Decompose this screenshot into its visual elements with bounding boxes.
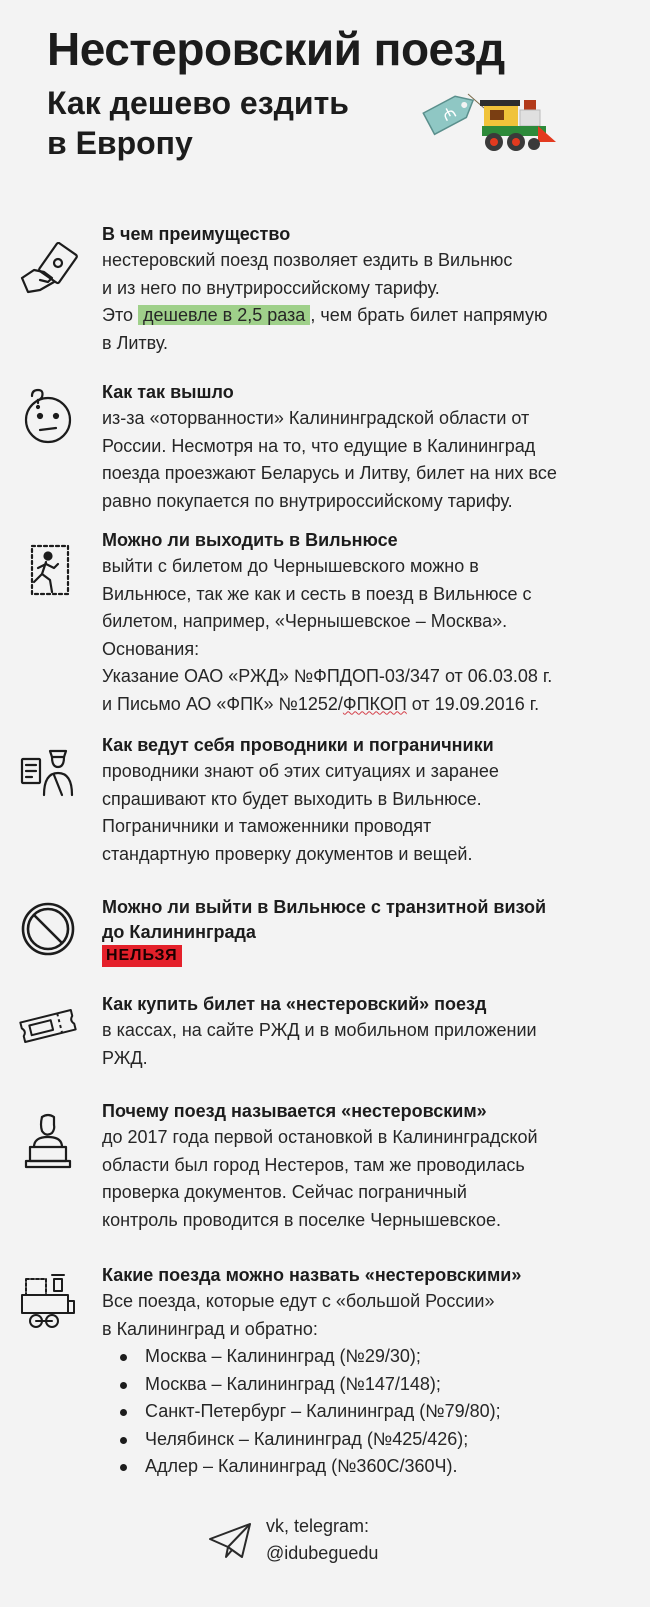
section-heading: Как так вышло — [102, 382, 234, 402]
body-line: равно покупается по внутрироссийскому тарифу. — [102, 490, 513, 511]
page-title: Нестеровский поезд — [47, 23, 505, 75]
border-guard-icon — [18, 745, 78, 805]
body-line: контроль проводится в поселке Чернышевское. — [102, 1209, 502, 1230]
body-text: от 19.09.2016 г. — [406, 693, 540, 714]
telegram-plane-icon — [208, 1521, 253, 1561]
confused-face-icon — [18, 388, 78, 448]
body-line: проводники знают об этих ситуациях и заранее — [102, 761, 499, 781]
section-heading: до Калининграда — [102, 922, 256, 942]
train-icon — [18, 1273, 78, 1333]
body-line: Указание ОАО «РЖД» №ФПДОП-03/347 от 06.03.08 г. — [102, 666, 553, 686]
page-subtitle — [47, 83, 349, 163]
body-line: нестеровский поезд позволяет ездить в Вильнюс — [102, 250, 513, 270]
svg-text:₼: ₼ — [438, 102, 460, 126]
forbidden-badge: НЕЛЬЗЯ — [102, 945, 182, 967]
body-line: Основания: — [102, 638, 200, 659]
body-line: Пограничники и таможенники проводят — [102, 816, 432, 836]
body-line: стандартную проверку документов и вещей. — [102, 843, 473, 864]
list-item: Челябинск – Калининград (№425/426); — [120, 1426, 638, 1454]
body-line: в Калининград и обратно: — [102, 1318, 318, 1339]
savings-highlight: дешевле в 2,5 раза — [138, 305, 310, 325]
train-list — [120, 1343, 638, 1481]
list-item: Москва – Калининград (№29/30); — [120, 1343, 638, 1371]
body-text: ФПКОП — [342, 693, 407, 714]
body-line: до 2017 года первой остановкой в Калининградской — [102, 1127, 538, 1147]
footer-text[interactable] — [266, 1513, 378, 1567]
body-line: выйти с билетом до Чернышевского можно в — [102, 556, 479, 576]
section-heading: В чем преимущество — [102, 224, 291, 244]
body-line: в кассах, на сайте РЖД и в мобильном приложении — [102, 1020, 537, 1040]
subtitle-line: в Европу — [47, 125, 193, 161]
body-line: области был город Нестеров, там же проводилась — [102, 1154, 525, 1175]
section-heading: Какие поезда можно назвать «нестеровскими» — [102, 1265, 522, 1285]
body-text: Это — [102, 305, 138, 325]
body-line: и из него по внутрироссийскому тарифу. — [102, 277, 440, 298]
section-heading: Почему поезд называется «нестеровским» — [102, 1101, 487, 1121]
section-heading: Можно ли выходить в Вильнюсе — [102, 530, 398, 550]
body-line: Все поезда, которые едут с «большой России» — [102, 1291, 495, 1311]
body-line: из-за «оторванности» Калининградской области от — [102, 408, 530, 428]
list-item: Москва – Калининград (№147/148); — [120, 1371, 638, 1399]
subtitle-line: Как дешево ездить — [47, 85, 349, 121]
footer-handle[interactable]: @idubeguedu — [266, 1543, 379, 1563]
list-item: Санкт-Петербург – Калининград (№79/80); — [120, 1398, 638, 1426]
body-line: проверка документов. Сейчас пограничный — [102, 1182, 467, 1202]
body-line: Вильнюсе, так же как и сесть в поезд в Вильнюсе с — [102, 583, 532, 604]
section-heading: Как купить билет на «нестеровский» поезд — [102, 994, 487, 1014]
footer-label: vk, telegram: — [266, 1516, 370, 1536]
body-text: и Письмо АО «ФПК» №1252/ — [102, 693, 343, 714]
train-price-tag-icon — [420, 78, 560, 158]
body-text: , чем брать билет напрямую — [310, 305, 548, 325]
section-heading: Как ведут себя проводники и пограничники — [102, 735, 494, 755]
body-line: в Литву. — [102, 332, 169, 353]
money-hand-icon — [18, 242, 78, 302]
ticket-icon — [18, 996, 78, 1056]
bust-statue-icon — [18, 1113, 78, 1173]
footer-contacts — [208, 1513, 468, 1583]
list-item: Адлер – Калининград (№360С/360Ч). — [120, 1453, 638, 1481]
body-line: РЖД. — [102, 1047, 148, 1068]
exit-person-icon — [18, 542, 78, 602]
prohibited-icon — [18, 899, 78, 959]
body-line: России. Несмотря на то, что едущие в Калининград — [102, 435, 536, 456]
body-line: спрашивают кто будет выходить в Вильнюсе. — [102, 788, 482, 809]
body-line: поезда проезжают Беларусь и Литву, билет на них все — [102, 463, 557, 483]
section-heading: Можно ли выйти в Вильнюсе с транзитной визой — [102, 897, 547, 917]
body-line: билетом, например, «Чернышевское – Москва». — [102, 611, 508, 631]
